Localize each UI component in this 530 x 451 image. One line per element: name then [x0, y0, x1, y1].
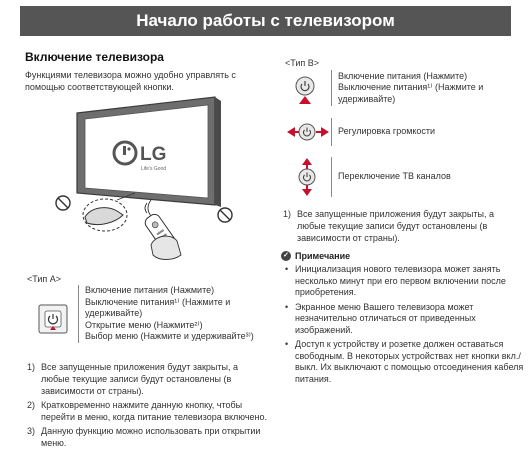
- left-no-touch-icon: [56, 196, 70, 210]
- type-a-power-button[interactable]: [38, 304, 68, 334]
- footnote: 2) Кратковременно нажмите данную кнопку, чтобы перейти в меню, когда питание телевизора включено.: [27, 400, 268, 422]
- check-icon: ✓: [281, 251, 291, 261]
- note-heading-text: Примечание: [295, 251, 351, 261]
- type-b-desc-channel: Переключение ТВ каналов: [338, 171, 451, 182]
- note-heading: [281, 251, 350, 261]
- note-list: [285, 264, 525, 388]
- right-no-touch-icon: [218, 208, 232, 222]
- press-arrow-icon: [299, 96, 311, 104]
- type-a-desc-select-menu: Выбор меню (Нажмите и удерживайте³⁾): [85, 331, 254, 341]
- tv-illustration: [55, 95, 245, 270]
- type-b-channel-row: [285, 157, 451, 197]
- type-a-desc-power-on: Включение питания (Нажмите): [85, 285, 215, 295]
- channel-down-arrow-icon: [302, 189, 312, 196]
- footnote: 3) Данную функцию можно использовать при открытии меню.: [27, 426, 261, 448]
- type-a-label: <Тип A>: [27, 274, 62, 284]
- type-b-power-button[interactable]: [285, 70, 331, 106]
- type-b-label: <Тип B>: [285, 58, 320, 68]
- type-b-power-row: [285, 70, 488, 106]
- footnote: 1) Все запущенные приложения будут закрыты, а любые текущие записи будут остановлены (в зависимости от страны).: [27, 362, 238, 396]
- channel-up-arrow-icon: [302, 158, 312, 165]
- note-item: • Доступ к устройству и розетке должен оставаться свободным. В некоторых устройствах нет кнопки вкл./выкл. Их выключают с помощью отсоединения кабеля питания.: [285, 339, 524, 384]
- type-b-desc-volume: Регулировка громкости: [338, 126, 436, 137]
- footnote: 1) Все запущенные приложения будут закрыты, а любые текущие записи будут остановлены (в зависимости от страны).: [283, 209, 494, 243]
- type-a-descriptions: [78, 285, 268, 343]
- volume-left-arrow-icon: [287, 127, 295, 137]
- type-a-desc-open-menu: Открытие меню (Нажмите²⁾): [85, 319, 203, 330]
- note-item: • Экранное меню Вашего телевизора может незначительно отличаться от приведенных изображений.: [285, 301, 476, 335]
- type-b-desc-power-off: Выключение питания¹⁾ (Нажмите и удерживайте): [338, 82, 484, 104]
- section-intro: Функциями телевизора можно удобно управлять с помощью соответствующей кнопки.: [25, 70, 236, 92]
- type-b-footnotes: [283, 208, 523, 246]
- lg-tagline: Life's Good: [141, 166, 167, 172]
- type-b-volume-row: [285, 118, 435, 146]
- type-b-channel-button[interactable]: [285, 157, 331, 197]
- type-a-footnotes: [27, 361, 267, 451]
- type-b-desc-power-on: Включение питания (Нажмите): [338, 70, 468, 81]
- note-item: • Инициализация нового телевизора может занять несколько минут при его первом включении после приобретения.: [285, 264, 506, 297]
- type-b-volume-button[interactable]: [285, 118, 331, 146]
- volume-right-arrow-icon: [321, 127, 329, 137]
- type-a-desc-power-off: Выключение питания¹⁾ (Нажмите и удерживайте): [85, 296, 231, 318]
- lg-logo-text: LG: [140, 144, 167, 165]
- page-title-banner: Начало работы с телевизором: [20, 6, 511, 36]
- section-title: Включение телевизора: [25, 50, 164, 64]
